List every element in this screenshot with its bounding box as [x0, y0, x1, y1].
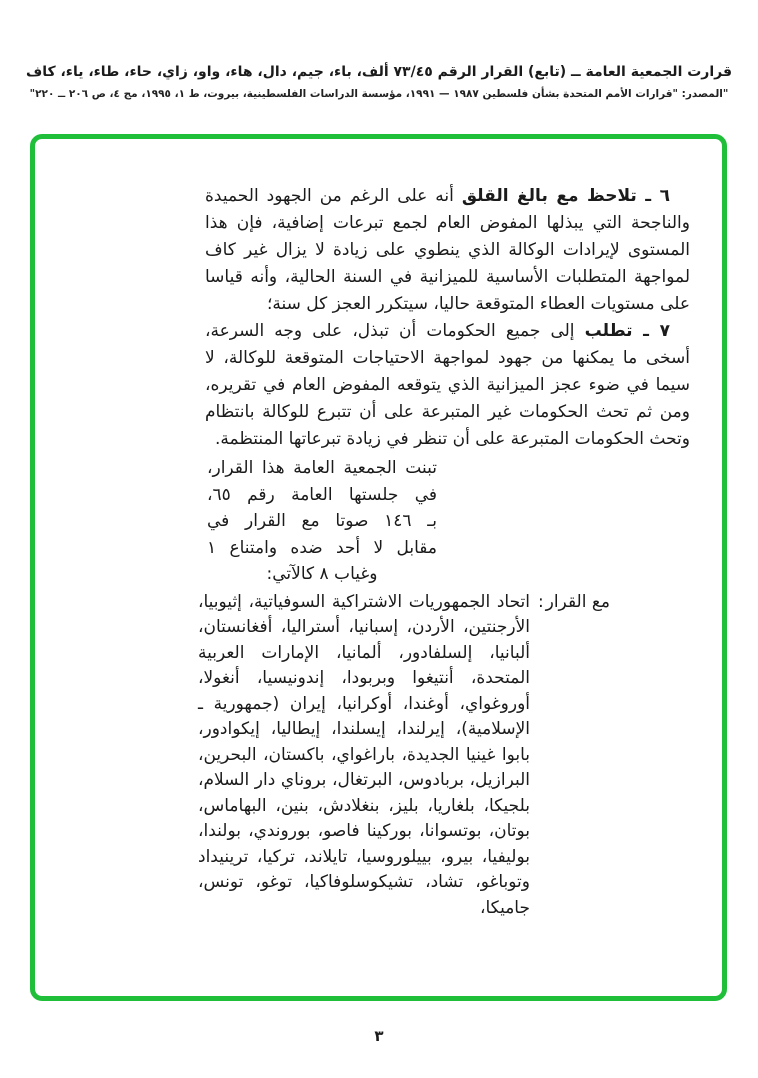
header-title: قرارت الجمعية العامة ــ (تابع) القرار الرقم ٧٣/٤٥ ألف، باء، جيم، دال، هاء، واو، زاي، حاء، طاء، ياء، كاف	[25, 64, 733, 80]
paragraph-6-body: أنه على الرغم من الجهود الحميدة والناجحة التي يبذلها المفوض العام لجمع تبرعات إضافية، فإن هذا المستوى لإيرادات الوكالة الذي ينطوي على زيادة لا يزال غير كاف لمواجهة المتطلبات الأساسية للميزانية في السنة الحالية، وأنه قياسا على مستويات العطاء المتوقعة حاليا، سيتكرر العجز كل سنة؛	[205, 186, 690, 314]
paragraph-7-lead: ٧ ـ تطلب	[584, 321, 671, 341]
vote-label-text: مع القرار	[545, 591, 610, 612]
vote-countries-list: اتحاد الجمهوريات الاشتراكية السوفياتية، إثيوبيا، الأرجنتين، الأردن، إسبانيا، أستراليا، أفغانستان، ألبانيا، إلسلفادور، ألمانيا، الإمارات العربية المتحدة، أنتيغوا وبربودا، إندونيسيا، أنغولا، أوروغواي، أوغندا، أوكرانيا، إيران (جمهورية ـ الإسلامية)، إيرلندا، إيسلندا، إيطاليا، إيكوادور، بابوا غينيا الجديدة، باراغواي، باكستان، البحرين، البرازيل، بربادوس، البرتغال، بروناي دار السلام، بلجيكا، بلغاريا، بليز، بنغلادش، بنين، البهاماس، بوتان، بوتسوانا، بوركينا فاصو، بوروندي، بولندا، بوليفيا، بيرو، بييلوروسيا، تايلاند، تركيا، ترينيداد وتوباغو، تشاد، تشيكوسلوفاكيا، توغو، تونس، جاميكا،	[198, 591, 530, 918]
adoption-line: في جلستها العامة رقم ٦٥،	[207, 484, 437, 505]
vote-label-separator: :	[538, 591, 544, 612]
adoption-line: مقابل لا أحد ضده وامتناع ١	[207, 537, 437, 558]
vote-label	[538, 590, 610, 616]
adoption-line: تبنت الجمعية العامة هذا القرار،	[207, 458, 437, 478]
paragraph-6	[205, 183, 690, 318]
resolution-text-box	[30, 134, 727, 1001]
vote-record	[198, 590, 610, 922]
paragraph-7-body: إلى جميع الحكومات أن تبذل، على وجه السرعة، أسخى ما يمكنها من جهود لمواجهة الاحتياجات المتوقعة للوكالة، لا سيما في ضوء عجز الميزانية الذي يتوقعه المفوض العام في تقريره، ومن ثم تحث الحكومات غير المتبرعة على أن تتبرع للوكالة بانتظام وتحث الحكومات المتبرعة على أن تنظر في زيادة تبرعاتها المنتظمة.	[205, 321, 690, 449]
page-header	[0, 64, 758, 100]
page-number: ٣	[374, 1027, 384, 1045]
paragraph-7	[205, 318, 690, 453]
adoption-line: بـ ١٤٦ صوتا مع القرار في	[207, 511, 437, 531]
adoption-record	[207, 455, 437, 588]
adoption-line-last: وغياب ٨ كالآتي:	[266, 564, 378, 584]
paragraph-6-lead: ٦ ـ تلاحظ مع بالغ القلق	[461, 186, 670, 206]
source-citation: "المصدر: "قرارات الأمم المتحدة بشأن فلسطين ١٩٨٧ — ١٩٩١، مؤسسة الدراسات الفلسطينية، بيروت، ط ١، ١٩٩٥، مج ٤، ص ٢٠٦ ــ ٢٢٠"	[29, 88, 729, 100]
